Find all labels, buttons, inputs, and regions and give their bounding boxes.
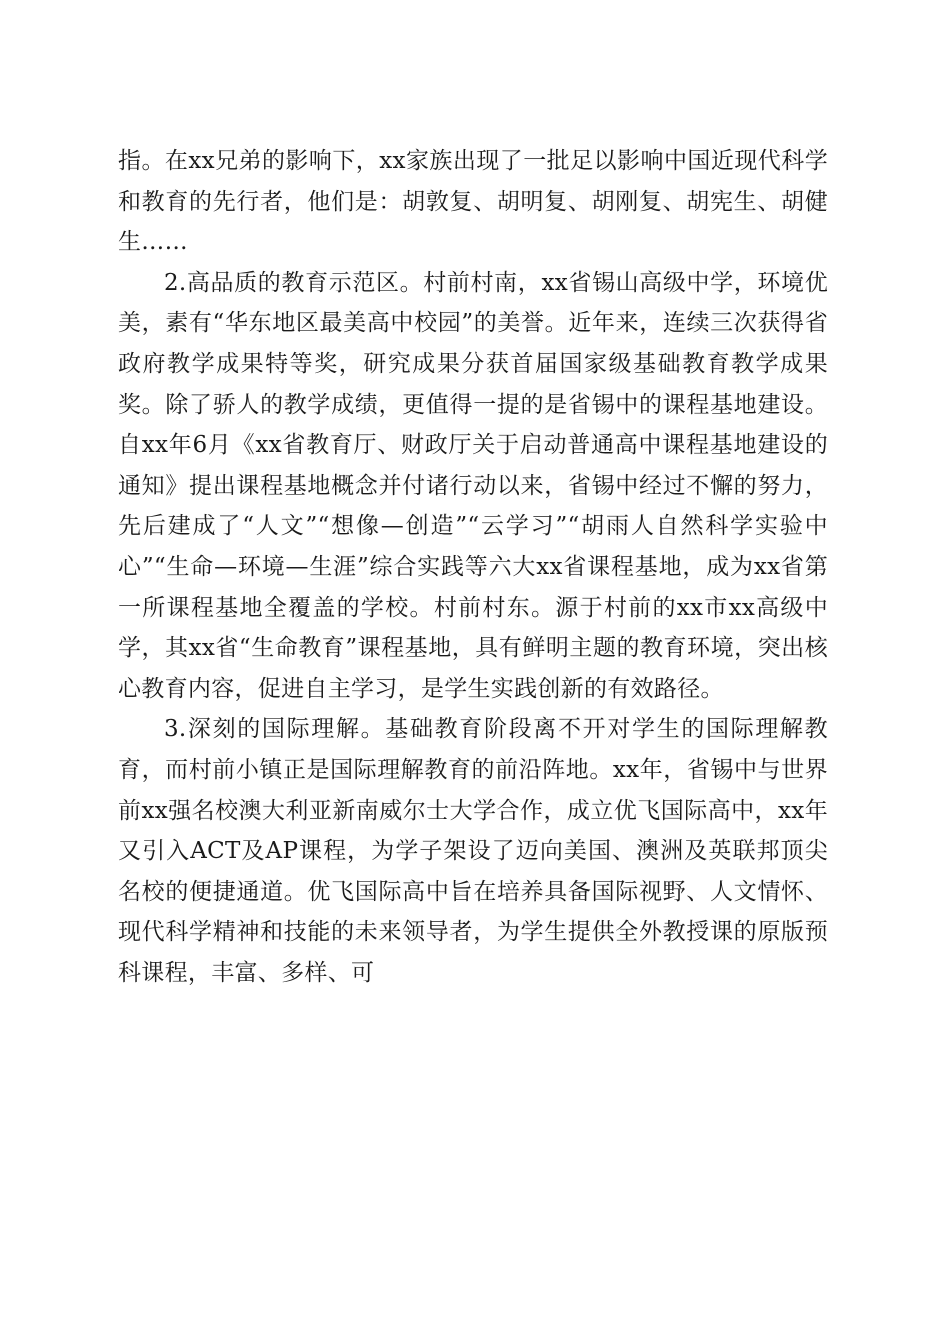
body-text (118, 141, 828, 993)
paragraph-international-understanding: 3.深刻的国际理解。基础教育阶段离不开对学生的国际理解教育，而村前小镇正是国际理解教育的前沿阵地。xx年，省锡中与世界前xx强名校澳大利亚新南威尔士大学合作，成立优飞国际高中，xx年又引入ACT及AP课程，为学子架设了迈向美国、澳洲及英联邦顶尖名校的便捷通道。优飞国际高中旨在培养具备国际视野、人文情怀、现代科学精神和技能的未来领导者，为学生提供全外教授课的原版预科课程，丰富、多样、可 (118, 716, 828, 986)
paragraph-education-demo-zone: 2.高品质的教育示范区。村前村南，xx省锡山高级中学，环境优美，素有“华东地区最美高中校园”的美誉。近年来，连续三次获得省政府教学成果特等奖，研究成果分获首届国家级基础教育教学成果奖。除了骄人的教学成绩，更值得一提的是省锡中的课程基地建设。自xx年6月《xx省教育厅、财政厅关于启动普通高中课程基地建设的通知》提出课程基地概念并付诸行动以来，省锡中经过不懈的努力，先后建成了“人文”“想像—创造”“云学习”“胡雨人自然科学实验中心”“生命—环境—生涯”综合实践等六大xx省课程基地，成为xx省第一所课程基地全覆盖的学校。村前村东。源于村前的xx市xx高级中学，其xx省“生命教育”课程基地，具有鲜明主题的教育环境，突出核心教育内容，促进自主学习，是学生实践创新的有效路径。 (118, 269, 828, 702)
paragraph-continuation: 指。在xx兄弟的影响下，xx家族出现了一批足以影响中国近现代科学和教育的先行者，他们是：胡敦复、胡明复、胡刚复、胡宪生、胡健生…… (118, 148, 828, 256)
